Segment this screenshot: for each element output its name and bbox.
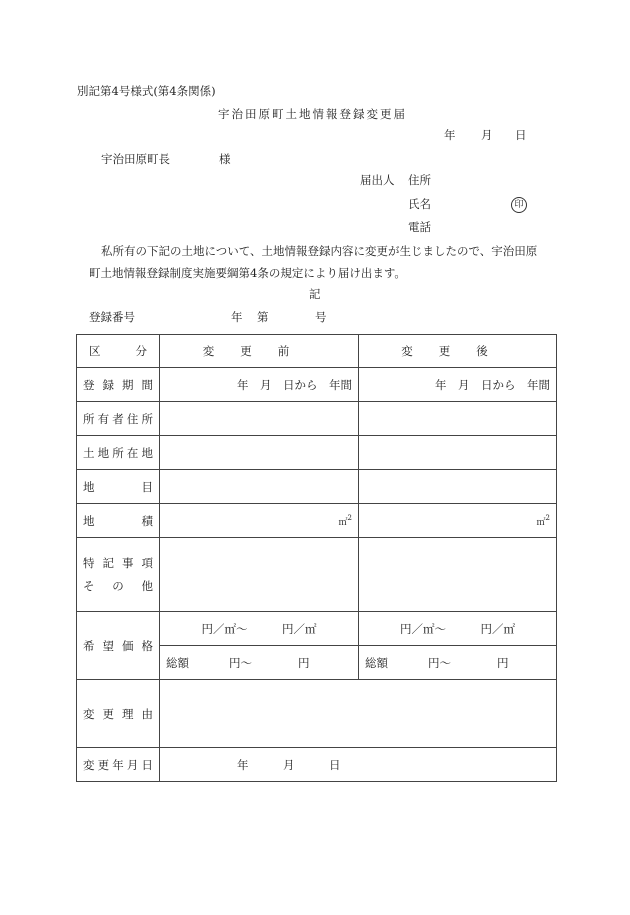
land-location-after[interactable] bbox=[359, 436, 557, 470]
addressee-honorific: 様 bbox=[219, 152, 231, 166]
applicant-phone-label: 電話 bbox=[408, 220, 431, 234]
area-label: 地積 bbox=[77, 504, 160, 538]
total-end: 円 bbox=[497, 655, 509, 670]
period-after[interactable]: 年 月 日から 年間 bbox=[359, 368, 557, 402]
ki-heading: 記 bbox=[309, 287, 321, 301]
applicant-address-label: 住所 bbox=[408, 173, 431, 187]
total-end: 円 bbox=[298, 655, 310, 670]
period-label: 登録期間 bbox=[77, 368, 160, 402]
table-header-row bbox=[77, 335, 557, 368]
row-change-date bbox=[77, 748, 557, 782]
registration-go: 号 bbox=[315, 310, 327, 324]
land-category-before[interactable] bbox=[160, 470, 359, 504]
total-range: 円〜 bbox=[229, 655, 252, 670]
notes-label-line1: 特記事項 bbox=[83, 556, 153, 570]
registration-year: 年 bbox=[231, 310, 243, 324]
total-label: 総額 bbox=[166, 655, 189, 670]
land-category-after[interactable] bbox=[359, 470, 557, 504]
header-category: 区分 bbox=[77, 335, 160, 368]
applicant-name-label: 氏名 bbox=[408, 197, 431, 211]
price-total-after[interactable] bbox=[359, 646, 557, 680]
addressee-name: 宇治田原町長 bbox=[101, 152, 170, 166]
notes-label-line2: その他 bbox=[83, 579, 153, 593]
notes-label bbox=[77, 538, 160, 612]
change-form-table bbox=[76, 334, 557, 782]
date-year: 年 bbox=[444, 128, 456, 142]
registration-number-label: 登録番号 bbox=[89, 310, 135, 324]
seal-mark bbox=[511, 196, 527, 213]
date-month: 月 bbox=[481, 128, 493, 142]
area-before[interactable]: ㎡$^2$ bbox=[160, 504, 359, 538]
body-text-line1: 私所有の下記の土地について、土地情報登録内容に変更が生じましたので、宇治田原 bbox=[101, 244, 538, 258]
row-area bbox=[77, 504, 557, 538]
owner-address-label: 所有者住所 bbox=[77, 402, 160, 436]
price-unit-before[interactable]: 円／㎡〜 円／㎡ bbox=[160, 612, 359, 646]
price-unit-after[interactable]: 円／㎡〜 円／㎡ bbox=[359, 612, 557, 646]
row-reason bbox=[77, 680, 557, 748]
notes-before[interactable] bbox=[160, 538, 359, 612]
row-notes bbox=[77, 538, 557, 612]
row-period bbox=[77, 368, 557, 402]
price-total-before[interactable] bbox=[160, 646, 359, 680]
land-location-before[interactable] bbox=[160, 436, 359, 470]
date-day: 日 bbox=[515, 128, 527, 142]
row-land-location bbox=[77, 436, 557, 470]
land-category-label: 地目 bbox=[77, 470, 160, 504]
total-range: 円〜 bbox=[428, 655, 451, 670]
form-number: 別記第4号様式(第4条関係) bbox=[77, 84, 216, 98]
header-after: 変更後 bbox=[359, 335, 557, 368]
applicant-label: 届出人 bbox=[360, 173, 395, 187]
period-before[interactable]: 年 月 日から 年間 bbox=[160, 368, 359, 402]
land-location-label: 土地所在地 bbox=[77, 436, 160, 470]
notes-after[interactable] bbox=[359, 538, 557, 612]
row-land-category bbox=[77, 470, 557, 504]
owner-address-after[interactable] bbox=[359, 402, 557, 436]
owner-address-before[interactable] bbox=[160, 402, 359, 436]
price-label: 希望価格 bbox=[77, 612, 160, 680]
row-owner-address bbox=[77, 402, 557, 436]
body-text-line2: 町土地情報登録制度実施要綱第4条の規定により届け出ます。 bbox=[89, 266, 406, 280]
reason-value[interactable] bbox=[160, 680, 557, 748]
total-label: 総額 bbox=[365, 655, 388, 670]
change-date-value[interactable]: 年 月 日 bbox=[160, 748, 557, 782]
change-date-label: 変更年月日 bbox=[77, 748, 160, 782]
seal-circle: 印 bbox=[511, 197, 527, 213]
header-before: 変更前 bbox=[160, 335, 359, 368]
row-price-unit bbox=[77, 612, 557, 646]
reason-label: 変更理由 bbox=[77, 680, 160, 748]
registration-dai: 第 bbox=[257, 310, 269, 324]
area-after[interactable]: ㎡$^2$ bbox=[359, 504, 557, 538]
form-title: 宇治田原町土地情報登録変更届 bbox=[218, 107, 407, 121]
